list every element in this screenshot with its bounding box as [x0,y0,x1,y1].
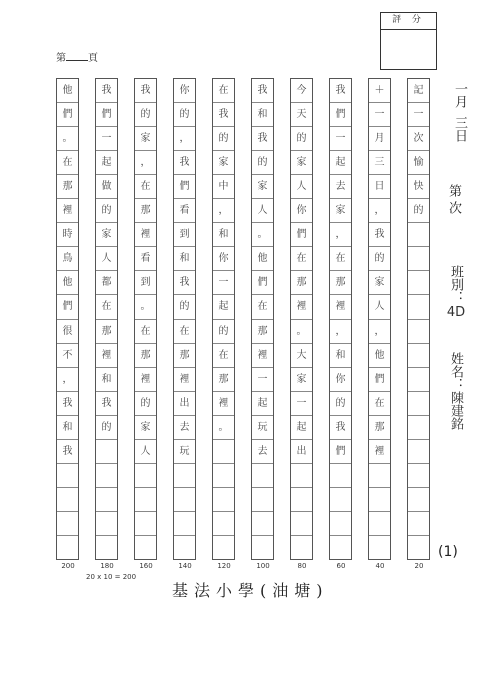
grid-cell: 起 [291,416,312,440]
column-count: 180 [100,562,114,570]
grid-cell: 那 [135,344,156,368]
grid-cell: 快 [408,175,429,199]
grid-cell: ， [174,127,195,151]
grid-cell [57,536,78,560]
grid-cell: 那 [213,368,234,392]
grid-cell: 我 [330,416,351,440]
grid-cell: 家 [252,175,273,199]
grid-cell: 。 [135,295,156,319]
grid-cell: 日 [369,175,390,199]
grid-cell [330,488,351,512]
grid-cell: 我 [174,151,195,175]
grid-cell: 們 [330,440,351,464]
grid-cell: 我 [252,79,273,103]
grid-cell: 的 [408,199,429,223]
grid-column [212,78,235,560]
column-count: 100 [256,562,270,570]
grid-cell: 們 [57,295,78,319]
grid-cell: 我 [174,271,195,295]
grid-column [56,78,79,560]
grid-cell [174,536,195,560]
grid-cell [408,392,429,416]
column-count: 40 [375,562,385,570]
grid-cell [135,536,156,560]
grid-cell: 那 [369,416,390,440]
grid-cell: 的 [252,151,273,175]
header-name [446,352,466,430]
grid-cell: 那 [330,271,351,295]
grid-cell: 出 [174,392,195,416]
grid-formula: 20 x 10 = 200 [86,573,137,581]
score-label: 評 分 [381,13,436,30]
grid-cell: 起 [330,151,351,175]
column-count: 20 [414,562,424,570]
grid-cell: 家 [213,151,234,175]
grid-cell: 在 [369,392,390,416]
grid-cell: 們 [96,103,117,127]
grid-cell: ＋ [369,79,390,103]
grid-cell: 不 [57,344,78,368]
grid-cell [213,440,234,464]
score-box [380,12,437,70]
grid-cell: 那 [57,175,78,199]
page-paren: (1) [438,544,458,560]
page-number [56,49,98,64]
grid-cell: 你 [213,247,234,271]
grid-cell [408,295,429,319]
grid-cell: 你 [330,368,351,392]
name-value: 陳建銘 [448,391,463,430]
page-suffix: 頁 [88,53,98,64]
grid-cell: ， [330,320,351,344]
grid-cell: 的 [213,320,234,344]
grid-cell [213,536,234,560]
grid-cell: 你 [291,199,312,223]
column-count: 120 [217,562,231,570]
grid-cell: 玩 [252,416,273,440]
grid-cell: 人 [135,440,156,464]
grid-cell: 一 [213,271,234,295]
grid-cell [96,488,117,512]
header-session: 第 次 [446,184,461,215]
grid-cell: 我 [330,79,351,103]
grid-cell: 他 [369,344,390,368]
grid-cell: 裡 [213,392,234,416]
grid-cell: 去 [174,416,195,440]
grid-column [251,78,274,560]
grid-cell: 裡 [135,223,156,247]
grid-cell: 和 [213,223,234,247]
grid-cell: 的 [213,127,234,151]
grid-cell [135,488,156,512]
header-class [446,265,466,322]
grid-cell [174,512,195,536]
grid-cell: 和 [252,103,273,127]
grid-cell: 那 [252,320,273,344]
grid-cell: 人 [369,295,390,319]
grid-cell: 起 [213,295,234,319]
grid-cell: 看 [135,247,156,271]
grid-cell: 的 [135,392,156,416]
grid-cell: 那 [291,271,312,295]
grid-cell: 我 [96,392,117,416]
grid-cell: 到 [174,223,195,247]
grid-cell: 家 [291,151,312,175]
grid-cell: 那 [174,344,195,368]
column-count: 200 [61,562,75,570]
grid-cell: 們 [291,223,312,247]
grid-cell [330,512,351,536]
grid-cell [252,464,273,488]
grid-cell: 一 [408,103,429,127]
grid-cell: 的 [330,392,351,416]
column-count: 80 [297,562,307,570]
grid-cell: 。 [291,320,312,344]
grid-cell [96,512,117,536]
grid-cell: ， [213,199,234,223]
grid-cell: 在 [252,295,273,319]
grid-cell: 們 [252,271,273,295]
grid-cell [135,512,156,536]
grid-cell: 們 [330,103,351,127]
grid-cell: 們 [369,368,390,392]
grid-cell: 月 [369,127,390,151]
date-month: 一月 [452,82,467,108]
grid-column [173,78,196,560]
grid-column [134,78,157,560]
grid-cell [252,488,273,512]
grid-cell: 的 [135,103,156,127]
grid-cell: 一 [96,127,117,151]
grid-cell: 中 [213,175,234,199]
grid-cell [213,488,234,512]
grid-cell [96,464,117,488]
grid-cell [213,464,234,488]
grid-cell: 起 [252,392,273,416]
grid-cell: 很 [57,320,78,344]
grid-cell: 一 [252,368,273,392]
grid-cell: 在 [213,79,234,103]
grid-cell: 三 [369,151,390,175]
grid-cell [174,488,195,512]
grid-cell: 天 [291,103,312,127]
grid-cell: 人 [291,175,312,199]
grid-cell: 在 [291,247,312,271]
grid-cell: 一 [369,103,390,127]
grid-cell: 次 [408,127,429,151]
grid-cell: 出 [291,440,312,464]
grid-cell [408,223,429,247]
grid-cell [408,512,429,536]
grid-cell: 裡 [96,344,117,368]
grid-cell: 和 [174,247,195,271]
grid-cell [408,464,429,488]
grid-cell: 家 [369,271,390,295]
grid-cell: 家 [96,223,117,247]
grid-cell: 裡 [135,368,156,392]
grid-cell: 做 [96,175,117,199]
grid-cell: 在 [330,247,351,271]
grid-cell: ， [57,368,78,392]
grid-cell: 我 [369,223,390,247]
grid-cell: 都 [96,271,117,295]
grid-cell: 裡 [252,344,273,368]
grid-cell: 的 [369,247,390,271]
grid-cell: 我 [57,392,78,416]
grid-cell: 時 [57,223,78,247]
grid-cell: 家 [135,416,156,440]
grid-cell [291,464,312,488]
header-date [446,82,466,142]
grid-cell: 們 [57,103,78,127]
grid-cell: 。 [252,223,273,247]
grid-cell: ， [369,320,390,344]
grid-cell [174,464,195,488]
grid-cell [408,416,429,440]
school-name: 基法小學(油塘) [172,581,329,600]
grid-cell: ， [369,199,390,223]
grid-cell: 起 [96,151,117,175]
grid-cell: 你 [174,79,195,103]
grid-cell: ， [135,151,156,175]
grid-cell: 記 [408,79,429,103]
grid-cell: 人 [252,199,273,223]
grid-cell: 去 [252,440,273,464]
grid-cell: 們 [174,175,195,199]
grid-cell: 去 [330,175,351,199]
grid-cell [57,512,78,536]
grid-cell: 那 [96,320,117,344]
grid-cell [57,488,78,512]
page-blank [66,51,88,61]
grid-cell: 的 [96,199,117,223]
name-label: 姓名： [448,352,463,391]
class-value: 4D [446,305,466,320]
grid-cell: 的 [174,103,195,127]
grid-cell [213,512,234,536]
grid-cell: 在 [135,175,156,199]
grid-cell: 我 [96,79,117,103]
grid-cell: 我 [252,127,273,151]
grid-column [290,78,313,560]
grid-cell: 的 [174,295,195,319]
grid-cell: 裡 [291,295,312,319]
grid-cell [96,536,117,560]
grid-cell: 那 [135,199,156,223]
class-label: 班別： [448,265,463,304]
page-prefix: 第 [56,53,66,64]
grid-cell [252,536,273,560]
grid-cell: 在 [96,295,117,319]
grid-cell [408,344,429,368]
grid-cell [408,247,429,271]
grid-cell [369,512,390,536]
grid-cell: 的 [291,127,312,151]
grid-cell [57,464,78,488]
grid-cell: 裡 [369,440,390,464]
grid-cell: 在 [135,320,156,344]
grid-cell: 大 [291,344,312,368]
grid-cell: 家 [135,127,156,151]
grid-cell [408,368,429,392]
grid-cell: 的 [96,416,117,440]
grid-cell [369,464,390,488]
grid-cell [291,488,312,512]
grid-cell: 愉 [408,151,429,175]
grid-cell: 在 [213,344,234,368]
grid-cell [408,488,429,512]
grid-cell: 在 [174,320,195,344]
grid-cell: 。 [213,416,234,440]
grid-cell [408,271,429,295]
grid-cell [330,536,351,560]
grid-cell [369,488,390,512]
grid-cell: 一 [291,392,312,416]
grid-cell: 今 [291,79,312,103]
grid-cell [291,536,312,560]
grid-cell: 家 [291,368,312,392]
grid-cell [408,536,429,560]
grid-cell: 玩 [174,440,195,464]
grid-cell: 和 [57,416,78,440]
grid-cell [408,440,429,464]
grid-cell [291,512,312,536]
grid-column [368,78,391,560]
grid-cell: 到 [135,271,156,295]
grid-column [329,78,352,560]
grid-cell: 和 [96,368,117,392]
grid-cell: 裡 [174,368,195,392]
grid-cell: 看 [174,199,195,223]
grid-cell: 和 [330,344,351,368]
date-day: 三日 [452,116,467,142]
grid-cell: 一 [330,127,351,151]
column-count: 160 [139,562,153,570]
grid-cell [252,512,273,536]
grid-cell: 我 [213,103,234,127]
grid-cell: 裡 [57,199,78,223]
grid-cell: 他 [252,247,273,271]
grid-cell: 裡 [330,295,351,319]
column-count: 140 [178,562,192,570]
grid-column [95,78,118,560]
grid-cell [96,440,117,464]
grid-cell [369,536,390,560]
grid-cell [408,320,429,344]
grid-cell: 家 [330,199,351,223]
grid-cell [135,464,156,488]
grid-cell: 我 [135,79,156,103]
grid-cell: 在 [57,151,78,175]
grid-cell: 他 [57,79,78,103]
grid-cell: 。 [57,127,78,151]
grid-cell: 人 [96,247,117,271]
grid-cell [330,464,351,488]
grid-cell: 他 [57,271,78,295]
grid-column [407,78,430,560]
column-count: 60 [336,562,346,570]
grid-cell: 我 [57,440,78,464]
grid-cell: 鳥 [57,247,78,271]
grid-cell: ， [330,223,351,247]
